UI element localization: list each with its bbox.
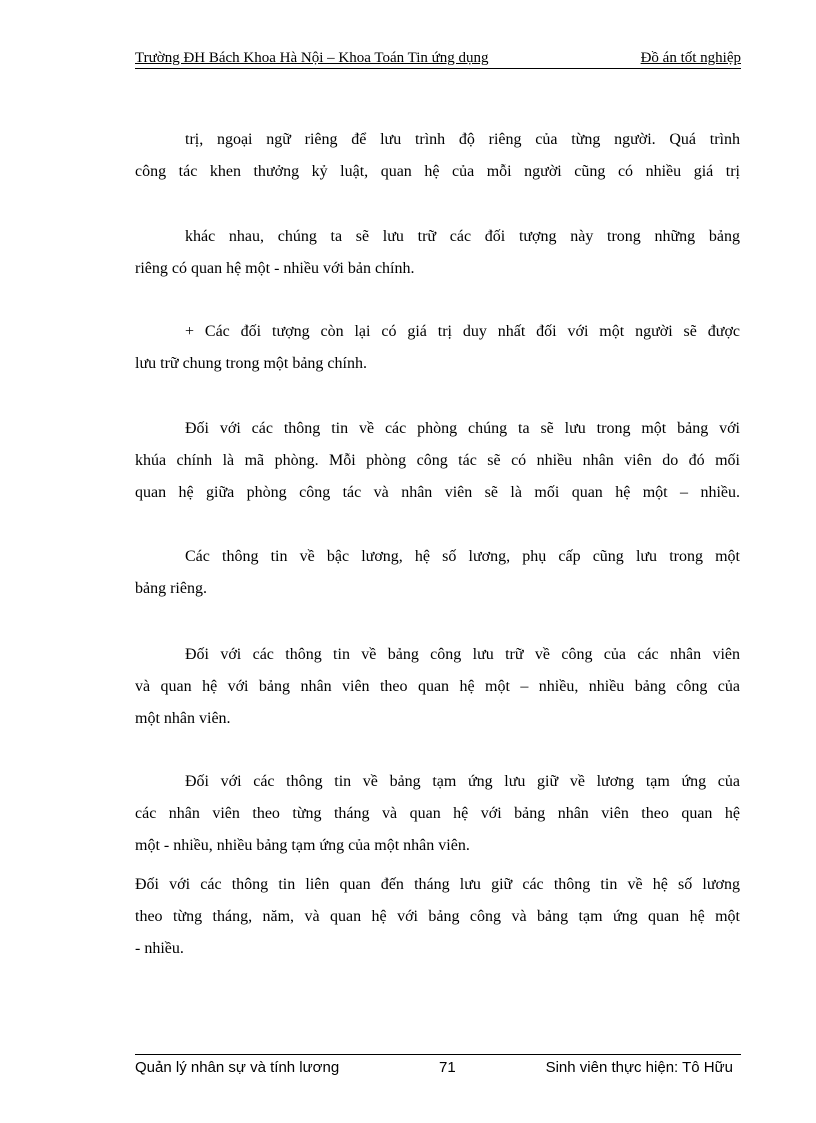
- text-line: một nhân viên.: [135, 710, 231, 727]
- text-line: lưu trữ chung trong một bảng chính.: [135, 355, 367, 372]
- text-line: Đối với các thông tin về bảng công lưu trữ về công của các nhân viên: [185, 646, 740, 663]
- text-line: Đối với các thông tin về các phòng chúng ta sẽ lưu trong một bảng với: [185, 420, 740, 437]
- text-line: quan hệ giữa phòng công tác và nhân viên sẽ là mối quan hệ một – nhiều.: [135, 484, 740, 501]
- page-footer: [135, 1054, 741, 1076]
- paragraph-4: [135, 413, 740, 509]
- paragraph-5: [135, 541, 740, 605]
- text-line: trị, ngoại ngữ riêng để lưu trình độ riêng của từng người. Quá trình: [185, 131, 740, 148]
- paragraph-3: [135, 316, 740, 380]
- footer-author: Sinh viên thực hiện: Tô Hữu: [545, 1059, 733, 1076]
- text-line: + Các đối tượng còn lại có giá trị duy nhất đối với một người sẽ được: [185, 323, 740, 340]
- text-line: Đối với các thông tin về bảng tạm ứng lưu giữ về lương tạm ứng của: [185, 773, 740, 790]
- text-line: Đối với các thông tin liên quan đến tháng lưu giữ các thông tin về hệ số lương: [135, 876, 740, 893]
- text-line: Các thông tin về bậc lương, hệ số lương, phụ cấp cũng lưu trong một: [185, 548, 740, 565]
- text-line: một - nhiều, nhiều bảng tạm ứng của một nhân viên.: [135, 837, 470, 854]
- paragraph-1: [135, 124, 740, 188]
- page-number: 71: [439, 1059, 456, 1076]
- paragraph-6: [135, 639, 740, 735]
- text-line: các nhân viên theo từng tháng và quan hệ với bảng nhân viên theo quan hệ: [135, 805, 740, 822]
- page-header: [135, 48, 741, 69]
- text-line: và quan hệ với bảng nhân viên theo quan hệ một – nhiều, nhiều bảng công của: [135, 678, 740, 695]
- text-line: theo từng tháng, năm, và quan hệ với bảng công và bảng tạm ứng quan hệ một: [135, 908, 740, 925]
- text-line: khác nhau, chúng ta sẽ lưu trữ các đối tượng này trong những bảng: [185, 228, 740, 245]
- text-line: - nhiều.: [135, 940, 184, 957]
- paragraph-8: [135, 869, 740, 965]
- text-line: riêng có quan hệ một - nhiều với bản chính.: [135, 260, 415, 277]
- footer-title: Quản lý nhân sự và tính lương: [135, 1059, 340, 1076]
- header-school: Trường ĐH Bách Khoa Hà Nội – Khoa Toán Tin ứng dụng: [135, 50, 489, 66]
- header-doc-type: Đồ án tốt nghiệp: [640, 50, 741, 66]
- text-line: khúa chính là mã phòng. Mỗi phòng công tác sẽ có nhiều nhân viên do đó mối: [135, 452, 740, 469]
- paragraph-2: [135, 221, 740, 285]
- text-line: bảng riêng.: [135, 580, 207, 597]
- text-line: công tác khen thưởng kỷ luật, quan hệ của mỗi người cũng có nhiều giá trị: [135, 163, 740, 180]
- paragraph-7: [135, 766, 740, 862]
